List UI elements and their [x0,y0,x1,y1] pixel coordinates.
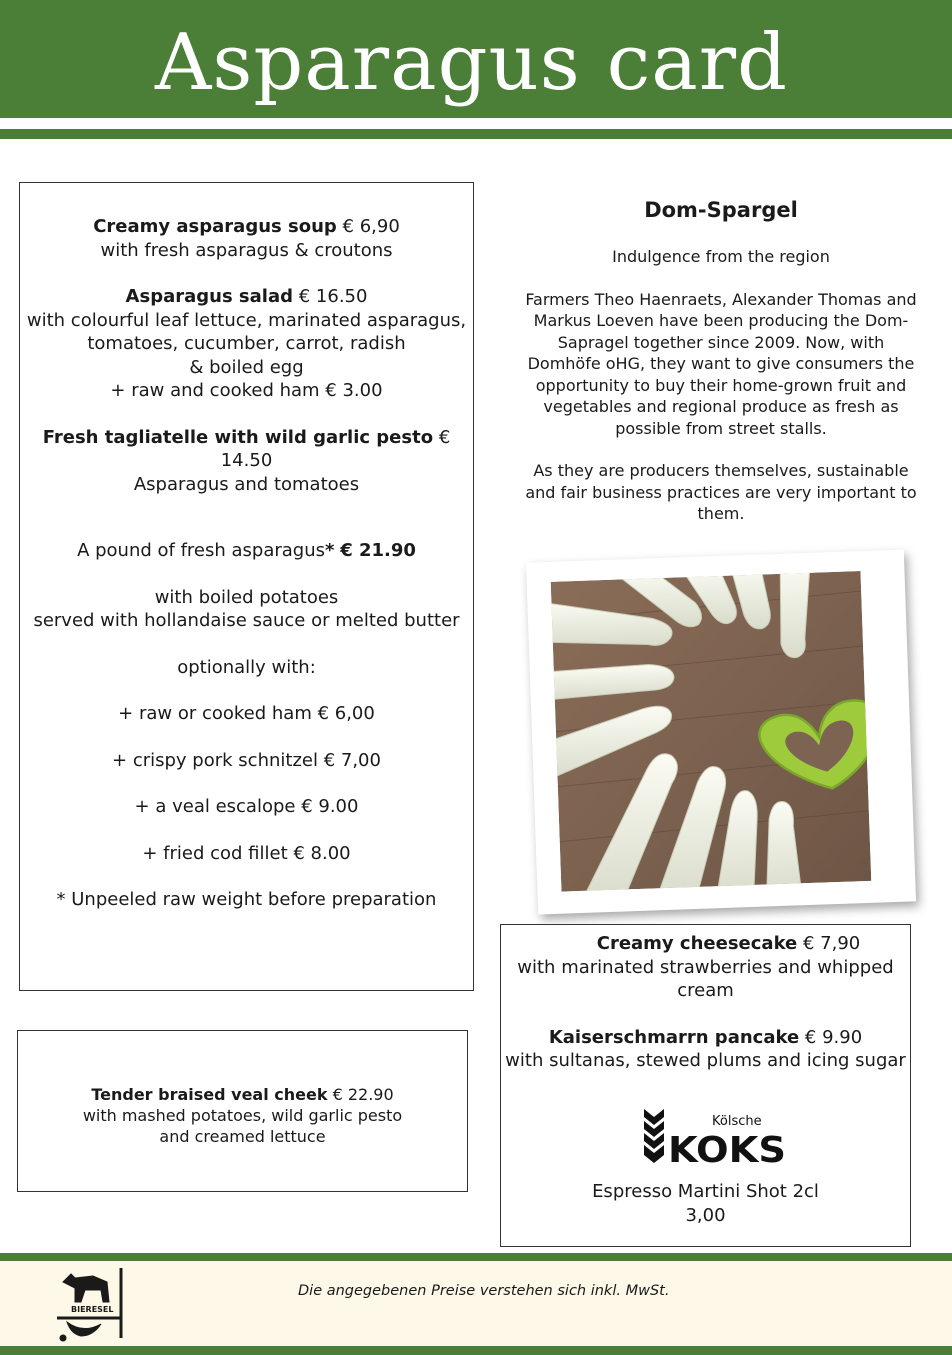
logo-big-text: KOKS [668,1130,786,1165]
footnote: * Unpeeled raw weight before preparation [56,889,437,910]
veal-box [17,1030,468,1192]
tagliatelle-desc: Asparagus and tomatoes [133,473,360,495]
optional-label: optionally with: [177,656,316,678]
salad-item [20,285,473,403]
dessert-box [500,924,911,1247]
soup-price: € 6,90 [342,216,400,237]
tagliatelle-item [20,426,473,497]
veal-name: Tender braised veal cheek [91,1085,328,1104]
option-ham: + raw or cooked ham € 6,00 [118,703,375,724]
dom-para-2: As they are producers themselves, sustainable and fair business practices are very important to them. [525,461,917,523]
option-veal-escalope: + a veal escalope € 9.00 [134,796,359,817]
asparagus-heart-image [551,571,872,892]
veal-desc-1: with mashed potatoes, wild garlic pesto [82,1106,403,1125]
pound-desc-2: served with hollandaise sauce or melted butter [33,610,460,631]
footer-band [0,1261,952,1346]
soup-item [20,215,473,262]
koelsche-koks-logo [642,1107,792,1165]
bieresel-logo [53,1262,129,1342]
logo-small-text: Kölsche [712,1114,762,1129]
veal-price: € 22.90 [332,1085,394,1104]
salad-desc-3: & boiled egg [189,356,304,378]
cheesecake-desc-2: cream [677,980,734,1001]
cheesecake-desc-1: with marinated strawberries and whipped [517,956,894,978]
footer-divider-top [0,1253,952,1261]
kaiserschmarrn-item [501,1026,910,1073]
kaiserschmarrn-price: € 9.90 [804,1026,863,1048]
shot-price: 3,00 [685,1204,726,1226]
salad-desc-2: tomatoes, cucumber, carrot, radish [87,333,406,354]
shot-item [501,1180,910,1227]
cheesecake-price: € 7,90 [803,933,861,954]
kaiserschmarrn-name: Kaiserschmarrn pancake [548,1026,800,1048]
tagliatelle-price: € 14.50 [220,426,451,471]
pound-item [20,539,473,912]
logo-text: BIERESEL [71,1305,114,1314]
soup-name: Creamy asparagus soup [93,216,337,237]
pound-marker: * [325,540,335,561]
option-schnitzel: + crispy pork schnitzel € 7,00 [112,749,381,771]
dom-para-1: Farmers Theo Haenraets, Alexander Thomas and Markus Loeven have been producing the Dom-Sapragel together since 2009. Now, with Domhöfe oHG, they want to give consumers the opportunity to buy their home-grown fruit and vegetables and regional produce as fresh as possible from street stalls. [525,289,917,438]
page-title: Asparagus card [155,18,788,108]
shot-name: Espresso Martini Shot 2cl [592,1181,819,1202]
option-cod: + fried cod fillet € 8.00 [142,842,351,864]
salad-price: € 16.50 [298,286,368,307]
footer-divider-bottom [0,1346,952,1355]
pound-text: A pound of fresh asparagus [77,540,326,561]
kaiserschmarrn-desc: with sultanas, stewed plums and icing sugar [505,1050,906,1071]
main-menu-box [19,182,474,991]
asparagus-photo [526,550,916,915]
soup-desc: with fresh asparagus & croutons [100,239,393,261]
footer-note: Die angegebenen Preise verstehen sich inkl. MwSt. [298,1283,670,1299]
salad-desc-1: with colourful leaf lettuce, marinated asparagus, [26,309,467,331]
veal-item [18,1084,467,1147]
tagliatelle-name: Fresh tagliatelle with wild garlic pesto [42,426,434,448]
salad-name: Asparagus salad [125,286,293,307]
dom-spargel-section [520,196,922,525]
dom-title: Dom-Spargel [644,198,798,222]
cheesecake-name: Creamy cheesecake [596,933,798,954]
veal-desc-2: and creamed lettuce [159,1127,326,1146]
pound-desc-1: with boiled potatoes [154,586,339,608]
cheesecake-item [501,932,910,1003]
salad-desc-4: + raw and cooked ham € 3.00 [110,380,383,401]
header-divider [0,129,952,139]
pound-price: € 21.90 [340,540,416,561]
dom-tagline: Indulgence from the region [612,247,830,266]
